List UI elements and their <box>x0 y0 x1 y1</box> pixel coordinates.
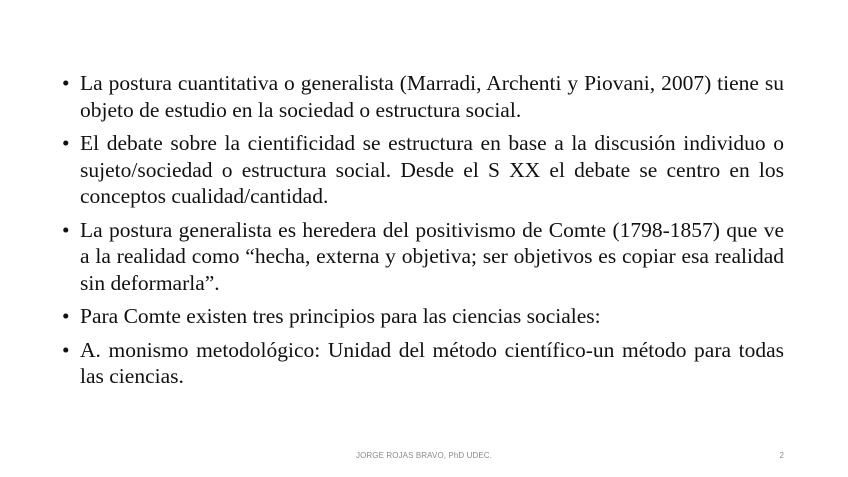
bullet-text: La postura generalista es heredera del positivismo de Comte (1798-1857) que ve a la realidad como “hecha, externa y objetiva; ser objetivos es copiar esa realidad sin deformarla”. <box>80 217 784 295</box>
bullet-text: El debate sobre la cientificidad se estructura en base a la discusión individuo o sujeto/sociedad o estructura social. Desde el S XX el debate se centro en los conceptos cualidad/cantidad. <box>80 131 784 208</box>
bullet-icon: • <box>62 131 70 155</box>
bullet-item <box>62 130 784 210</box>
bullet-icon: • <box>62 337 70 362</box>
bullet-item <box>62 70 784 123</box>
bullet-text: A. monismo metodológico: Unidad del método científico-un método para todas las ciencias. <box>80 337 784 388</box>
footer-author: JORGE ROJAS BRAVO, PhD UDEC. <box>355 451 492 460</box>
page-number: 2 <box>779 451 784 460</box>
bullet-item <box>62 303 784 330</box>
bullet-text: Para Comte existen tres principios para las ciencias sociales: <box>80 304 601 328</box>
bullet-item <box>62 337 784 390</box>
bullet-item <box>62 217 784 297</box>
bullet-icon: • <box>62 217 70 242</box>
bullet-list <box>62 70 784 397</box>
bullet-text: La postura cuantitativa o generalista (Marradi, Archenti y Piovani, 2007) tiene su objeto de estudio en la sociedad o estructura social. <box>80 71 784 122</box>
bullet-icon: • <box>62 304 70 328</box>
bullet-icon: • <box>62 71 70 95</box>
